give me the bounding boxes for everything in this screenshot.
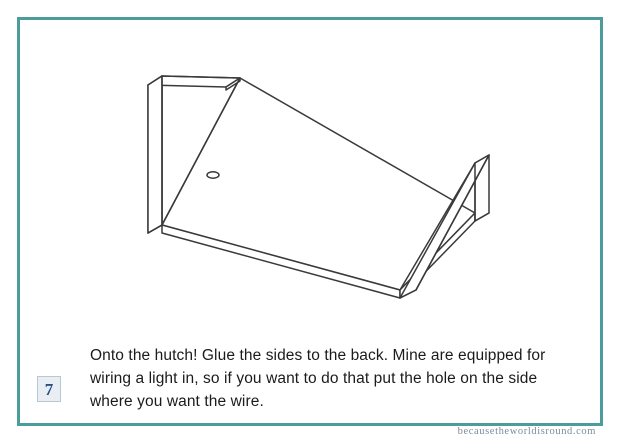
hutch-shelf-assembly-line-drawing xyxy=(100,45,520,315)
step-number-label: 7 xyxy=(44,379,54,399)
step-caption xyxy=(90,344,580,413)
site-watermark: becausetheworldisround.com xyxy=(457,426,596,437)
step-caption-text: Onto the hutch! Glue the sides to the back. Mine are equipped for wiring a light in, so if you want to do that put the hole on the side where you want the wire. xyxy=(90,347,546,410)
step-number-badge xyxy=(37,376,61,402)
